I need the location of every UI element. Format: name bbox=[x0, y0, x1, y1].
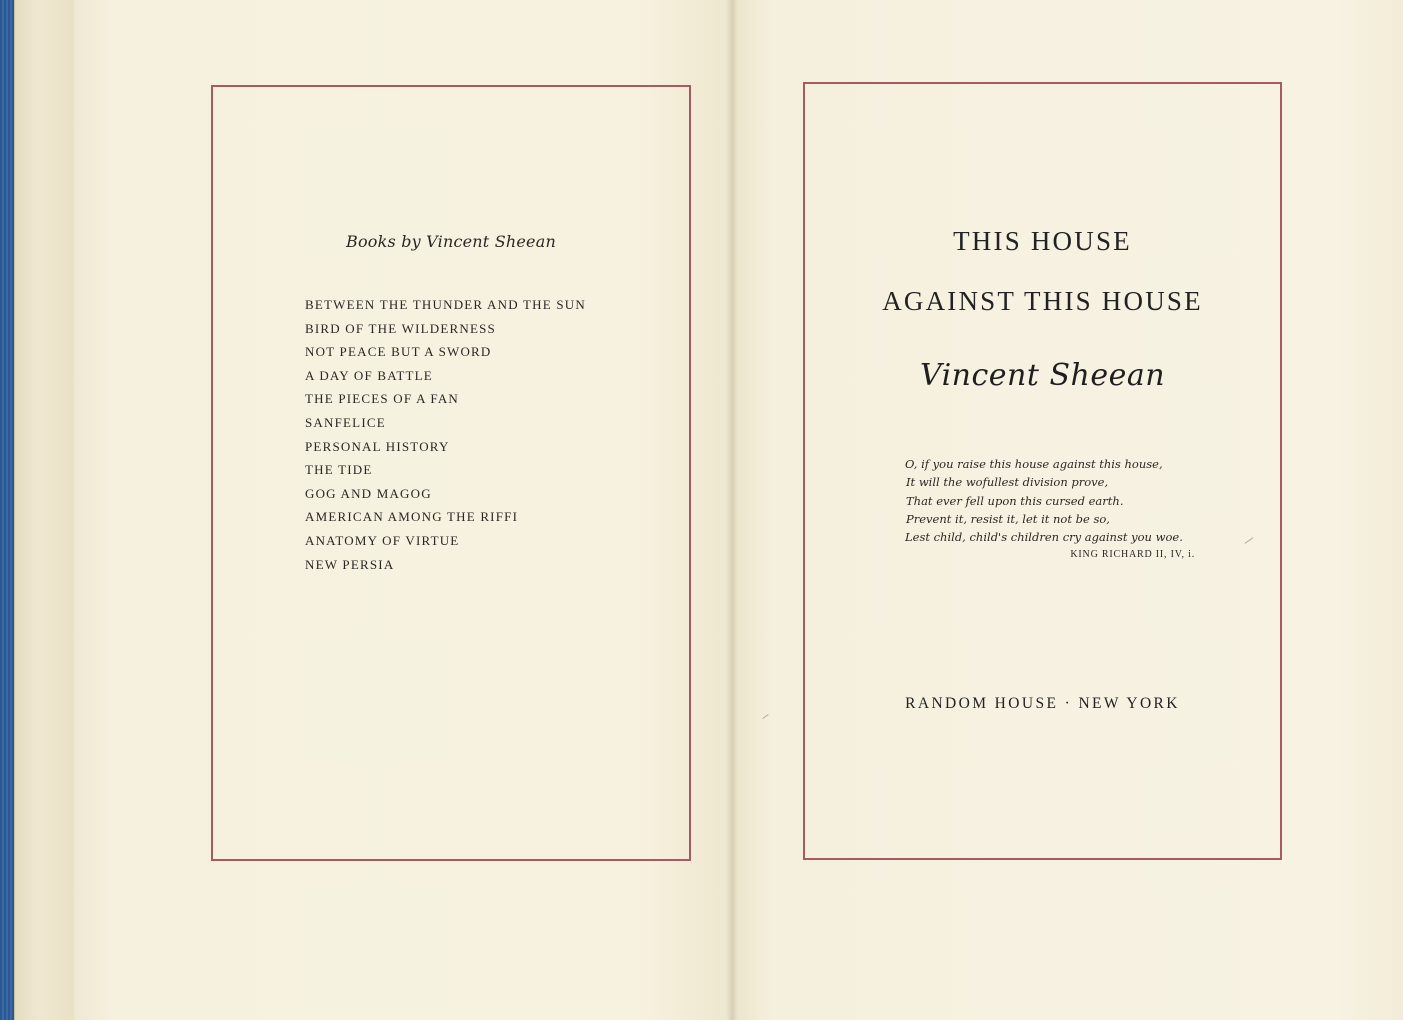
epigraph-line: Prevent it, resist it, let it not be so, bbox=[906, 511, 1110, 526]
book-list bbox=[305, 296, 586, 579]
epigraph-line: That ever fell upon this cursed earth. bbox=[906, 493, 1124, 508]
title-line-1: THIS HOUSE bbox=[953, 226, 1132, 256]
books-by-heading: Books by Vincent Sheean bbox=[346, 232, 556, 251]
gutter-shadow bbox=[726, 0, 738, 1020]
epigraph-line: It will the wofullest division prove, bbox=[906, 475, 1109, 490]
epigraph-line: O, if you raise this house against this house, bbox=[905, 457, 1163, 471]
book-title: A DAY OF BATTLE bbox=[305, 367, 433, 383]
epigraph bbox=[905, 455, 1183, 546]
title-line-2: AGAINST THIS HOUSE bbox=[882, 286, 1203, 316]
book-title: PERSONAL HISTORY bbox=[305, 438, 450, 454]
book-title: THE PIECES OF A FAN bbox=[305, 391, 460, 407]
epigraph-attribution: KING RICHARD II, IV, i. bbox=[1070, 549, 1195, 560]
book-title: BETWEEN THE THUNDER AND THE SUN bbox=[305, 297, 586, 312]
book-title: ANATOMY OF VIRTUE bbox=[305, 532, 460, 548]
book-title: THE TIDE bbox=[305, 462, 373, 478]
book-title: AMERICAN AMONG THE RIFFI bbox=[305, 509, 519, 525]
book-title: GOG AND MAGOG bbox=[305, 485, 432, 501]
author-name: Vincent Sheean bbox=[919, 358, 1166, 393]
endpaper-strip bbox=[14, 0, 75, 1020]
book-title: BIRD OF THE WILDERNESS bbox=[305, 320, 496, 336]
book-title: NOT PEACE BUT A SWORD bbox=[305, 344, 492, 360]
book-title: SANFELICE bbox=[305, 414, 386, 430]
publisher-imprint: RANDOM HOUSE · NEW YORK bbox=[905, 695, 1180, 712]
epigraph-line: Lest child, child's children cry against you woe. bbox=[905, 530, 1183, 545]
book-title: NEW PERSIA bbox=[305, 556, 395, 572]
